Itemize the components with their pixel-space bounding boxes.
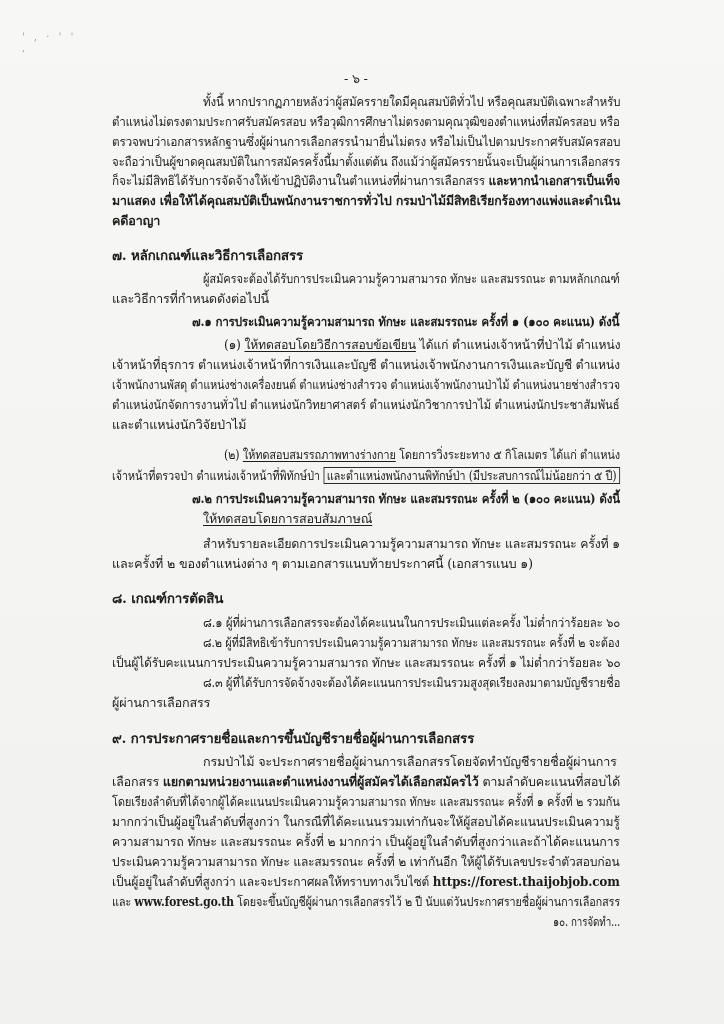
intro-line: จะถือว่าเป็นผู้ขาดคุณสมบัติในการสมัครครั้งนี้มาตั้งแต่ต้น ถึงแม้ว่าผู้สมัครรายนั้นจะเป็นผู้ผ่านการเลือกสรร	[112, 154, 621, 169]
section-7-1-text: เจ้าหน้าที่ธุรการ ตำแหน่งเจ้าหน้าที่การเงินและบัญชี ตำแหน่งเจ้าพนักงานการเงินและบัญชี ตำแหน่ง	[112, 357, 620, 372]
section-9-text: มากกว่าเป็นผู้อยู่ในลำดับที่สูงกว่า ในกรณีที่ได้คะแนนรวมเท่ากันจะให้ผู้สอบได้คะแนนประเมินความรู้	[112, 814, 620, 829]
section-8-2: ๘.๒ ผู้ที่มีสิทธิเข้ารับการประเมินความรู้ความสามารถ ทักษะ และสมรรถนะ ครั้งที่ ๒ จะต้อง	[203, 635, 620, 650]
page-number: - ๖ -	[344, 71, 368, 86]
item-number: (๒)	[224, 447, 243, 462]
section-7-1-item-1	[224, 336, 620, 354]
text: และ	[112, 894, 135, 909]
intro-line: มาแสดง เพื่อให้ได้คุณสมบัติเป็นพนักงานราชการทั่วไป กรมป่าไม้มีสิทธิเรียกร้องทางแพ่งและดำเนิน	[112, 193, 621, 208]
intro-line: ตรวจพบว่าเอกสารหลักฐานซึ่งผู้ผ่านการเลือกสรรนำมายื่นไม่ตรง หรือไม่เป็นไปตามประกาศรับสมัครสอบ	[112, 134, 621, 149]
section-9-text: โดยเรียงลำดับที่ได้จากผู้ได้คะแนนประเมินความรู้ความสามารถ ทักษะ และสมรรถนะ ครั้งที่ ๑ ครั้งที่ ๒ รวมกัน	[112, 794, 620, 809]
section-7-2-text: สำหรับรายละเอียดการประเมินความรู้ความสามารถ ทักษะ และสมรรถนะ ครั้งที่ ๑	[203, 536, 620, 551]
item-text: เจ้าหน้าที่ตรวจป่า ตำแหน่งเจ้าหน้าที่พิทักษ์ป่า	[112, 468, 324, 483]
underlined-text: ให้ทดสอบสมรรถภาพทางร่างกาย	[242, 447, 396, 462]
section-9-text: ประเมินความรู้ความสามารถ ทักษะ และสมรรถนะ ครั้งที่ ๒ เท่ากันอีก ให้ผู้ได้รับเลขประจำตัวสอบก่อน	[112, 854, 620, 869]
website-url: www.forest.go.th	[134, 894, 234, 909]
website-url: https://forest.thaijobjob.com	[432, 874, 620, 889]
section-9-text: ความสามารถ ทักษะ และสมรรถนะ ครั้งที่ ๒ มากกว่า เป็นผู้อยู่ในลำดับที่สูงกว่าและถ้าได้คะแนนการ	[112, 834, 620, 849]
intro-text: ก็จะไม่มีสิทธิได้รับการจัดจ้างให้เข้าปฏิบัติงานในตำแหน่งที่ผ่านการเลือกสรร	[112, 173, 489, 188]
section-9-text: กรมป่าไม้ จะประกาศรายชื่อผู้ผ่านการเลือกสรรโดยจัดทำบัญชีรายชื่อผู้ผ่านการ	[203, 754, 617, 769]
section-7-1-text: เจ้าพนักงานพัสดุ ตำแหน่งช่างเครื่องยนต์ ตำแหน่งช่างสำรวจ ตำแหน่งเจ้าพนักงานป่าไม้ ตำแหน่งนายช่างสำรวจ	[112, 377, 620, 392]
section-7-1-item-2	[224, 446, 620, 464]
intro-line: คดีอาญา	[112, 213, 161, 228]
section-9-text	[112, 893, 620, 911]
section-7-1-text	[112, 467, 620, 485]
section-9-text	[112, 773, 620, 791]
corner-scan-mark: ' , · ' ' ,	[22, 32, 77, 54]
section-8-3: ๘.๓ ผู้ที่ได้รับการจัดจ้างจะต้องได้คะแนนการประเมินรวมสูงสุดเรียงลงมาตามบัญชีรายชื่อ	[203, 675, 621, 690]
text: ตามลำดับคะแนนที่สอบได้	[478, 774, 621, 789]
item-number: (๑)	[224, 337, 245, 352]
section-7-2-text: และครั้งที่ ๒ ของตำแหน่งต่าง ๆ ตามเอกสารแนบท้ายประกาศนี้ (เอกสารแนบ ๑)	[112, 556, 533, 571]
continuation-marker: ๑๐. การจัดทำ...	[553, 914, 621, 929]
section-7-text: ผู้สมัครจะต้องได้รับการประเมินความรู้ความสามารถ ทักษะ และสมรรถนะ ตามหลักเกณฑ์	[203, 271, 620, 286]
section-8-heading: ๘. เกณฑ์การตัดสิน	[112, 591, 224, 607]
item-text: ได้แก่ ตำแหน่งเจ้าหน้าที่ป่าไม้ ตำแหน่ง	[415, 337, 621, 352]
underlined-text: ให้ทดสอบโดยวิธีการสอบข้อเขียน	[244, 337, 416, 352]
section-8-2-cont: เป็นผู้ได้รับคะแนนการประเมินความรู้ความสามารถ ทักษะ และสมรรถนะ ครั้งที่ ๑ ไม่ต่ำกว่าร้อยละ ๖๐	[112, 655, 621, 670]
section-7-text: และวิธีการที่กำหนดดังต่อไปนี้	[112, 291, 269, 306]
section-9-text	[112, 873, 620, 891]
bold-text: แยกตามหน่วยงานและตำแหน่งงานที่ผู้สมัครได้เลือกสมัครไว้	[162, 774, 479, 789]
intro-bold-text: และหากนำเอกสารเป็นเท็จ	[488, 173, 620, 188]
section-8-3-cont: ผู้ผ่านการเลือกสรร	[112, 695, 211, 710]
section-7-1-text: ตำแหน่งนักจัดการงานทั่วไป ตำแหน่งนักวิทยาศาสตร์ ตำแหน่งนักวิชาการป่าไม้ ตำแหน่งนักประชาสัมพันธ์	[112, 397, 620, 412]
section-7-2-heading: ๗.๒ การประเมินความรู้ความสามารถ ทักษะ และสมรรถนะ ครั้งที่ ๒ (๑๐๐ คะแนน) ดังนี้	[192, 491, 620, 506]
text: เลือกสรร	[112, 774, 163, 789]
section-7-1-text: และตำแหน่งนักวิจัยป่าไม้	[112, 417, 247, 432]
item-text: โดยการวิ่งระยะทาง ๕ กิโลเมตร ได้แก่ ตำแหน่ง	[395, 447, 620, 462]
text: โดยจะขึ้นบัญชีผู้ผ่านการเลือกสรรไว้ ๒ ปี นับแต่วันประกาศรายชื่อผู้ผ่านการเลือกสรร	[233, 894, 621, 909]
section-9-heading: ๙. การประกาศรายชื่อและการขึ้นบัญชีรายชื่อผู้ผ่านการเลือกสรร	[112, 731, 475, 747]
section-7-2-underlined: ให้ทดสอบโดยการสอบสัมภาษณ์	[203, 511, 373, 526]
text: เป็นผู้อยู่ในลำดับที่สูงกว่า และจะประกาศผลให้ทราบทางเว็บไซต์	[112, 874, 433, 889]
section-7-1-heading: ๗.๑ การประเมินความรู้ความสามารถ ทักษะ และสมรรถนะ ครั้งที่ ๑ (๑๐๐ คะแนน) ดังนี้	[192, 314, 620, 329]
intro-line: ตำแหน่งไม่ตรงตามประกาศรับสมัครสอบ หรือวุฒิการศึกษาไม่ตรงตามคุณวุฒิของตำแหน่งที่สมัครสอบ หรือ	[112, 114, 620, 129]
boxed-text: และตำแหน่งพนักงานพิทักษ์ป่า (มีประสบการณ์ไม่น้อยกว่า ๕ ปี)	[323, 467, 620, 484]
section-7-heading: ๗. หลักเกณฑ์และวิธีการเลือกสรร	[112, 248, 304, 264]
intro-line	[112, 172, 620, 190]
intro-line: ทั้งนี้ หากปรากฏภายหลังว่าผู้สมัครรายใดมีคุณสมบัติทั่วไป หรือคุณสมบัติเฉพาะสำหรับ	[203, 94, 621, 109]
section-8-1: ๘.๑ ผู้ที่ผ่านการเลือกสรรจะต้องได้คะแนนในการประเมินแต่ละครั้ง ไม่ต่ำกว่าร้อยละ ๖๐	[203, 615, 621, 630]
